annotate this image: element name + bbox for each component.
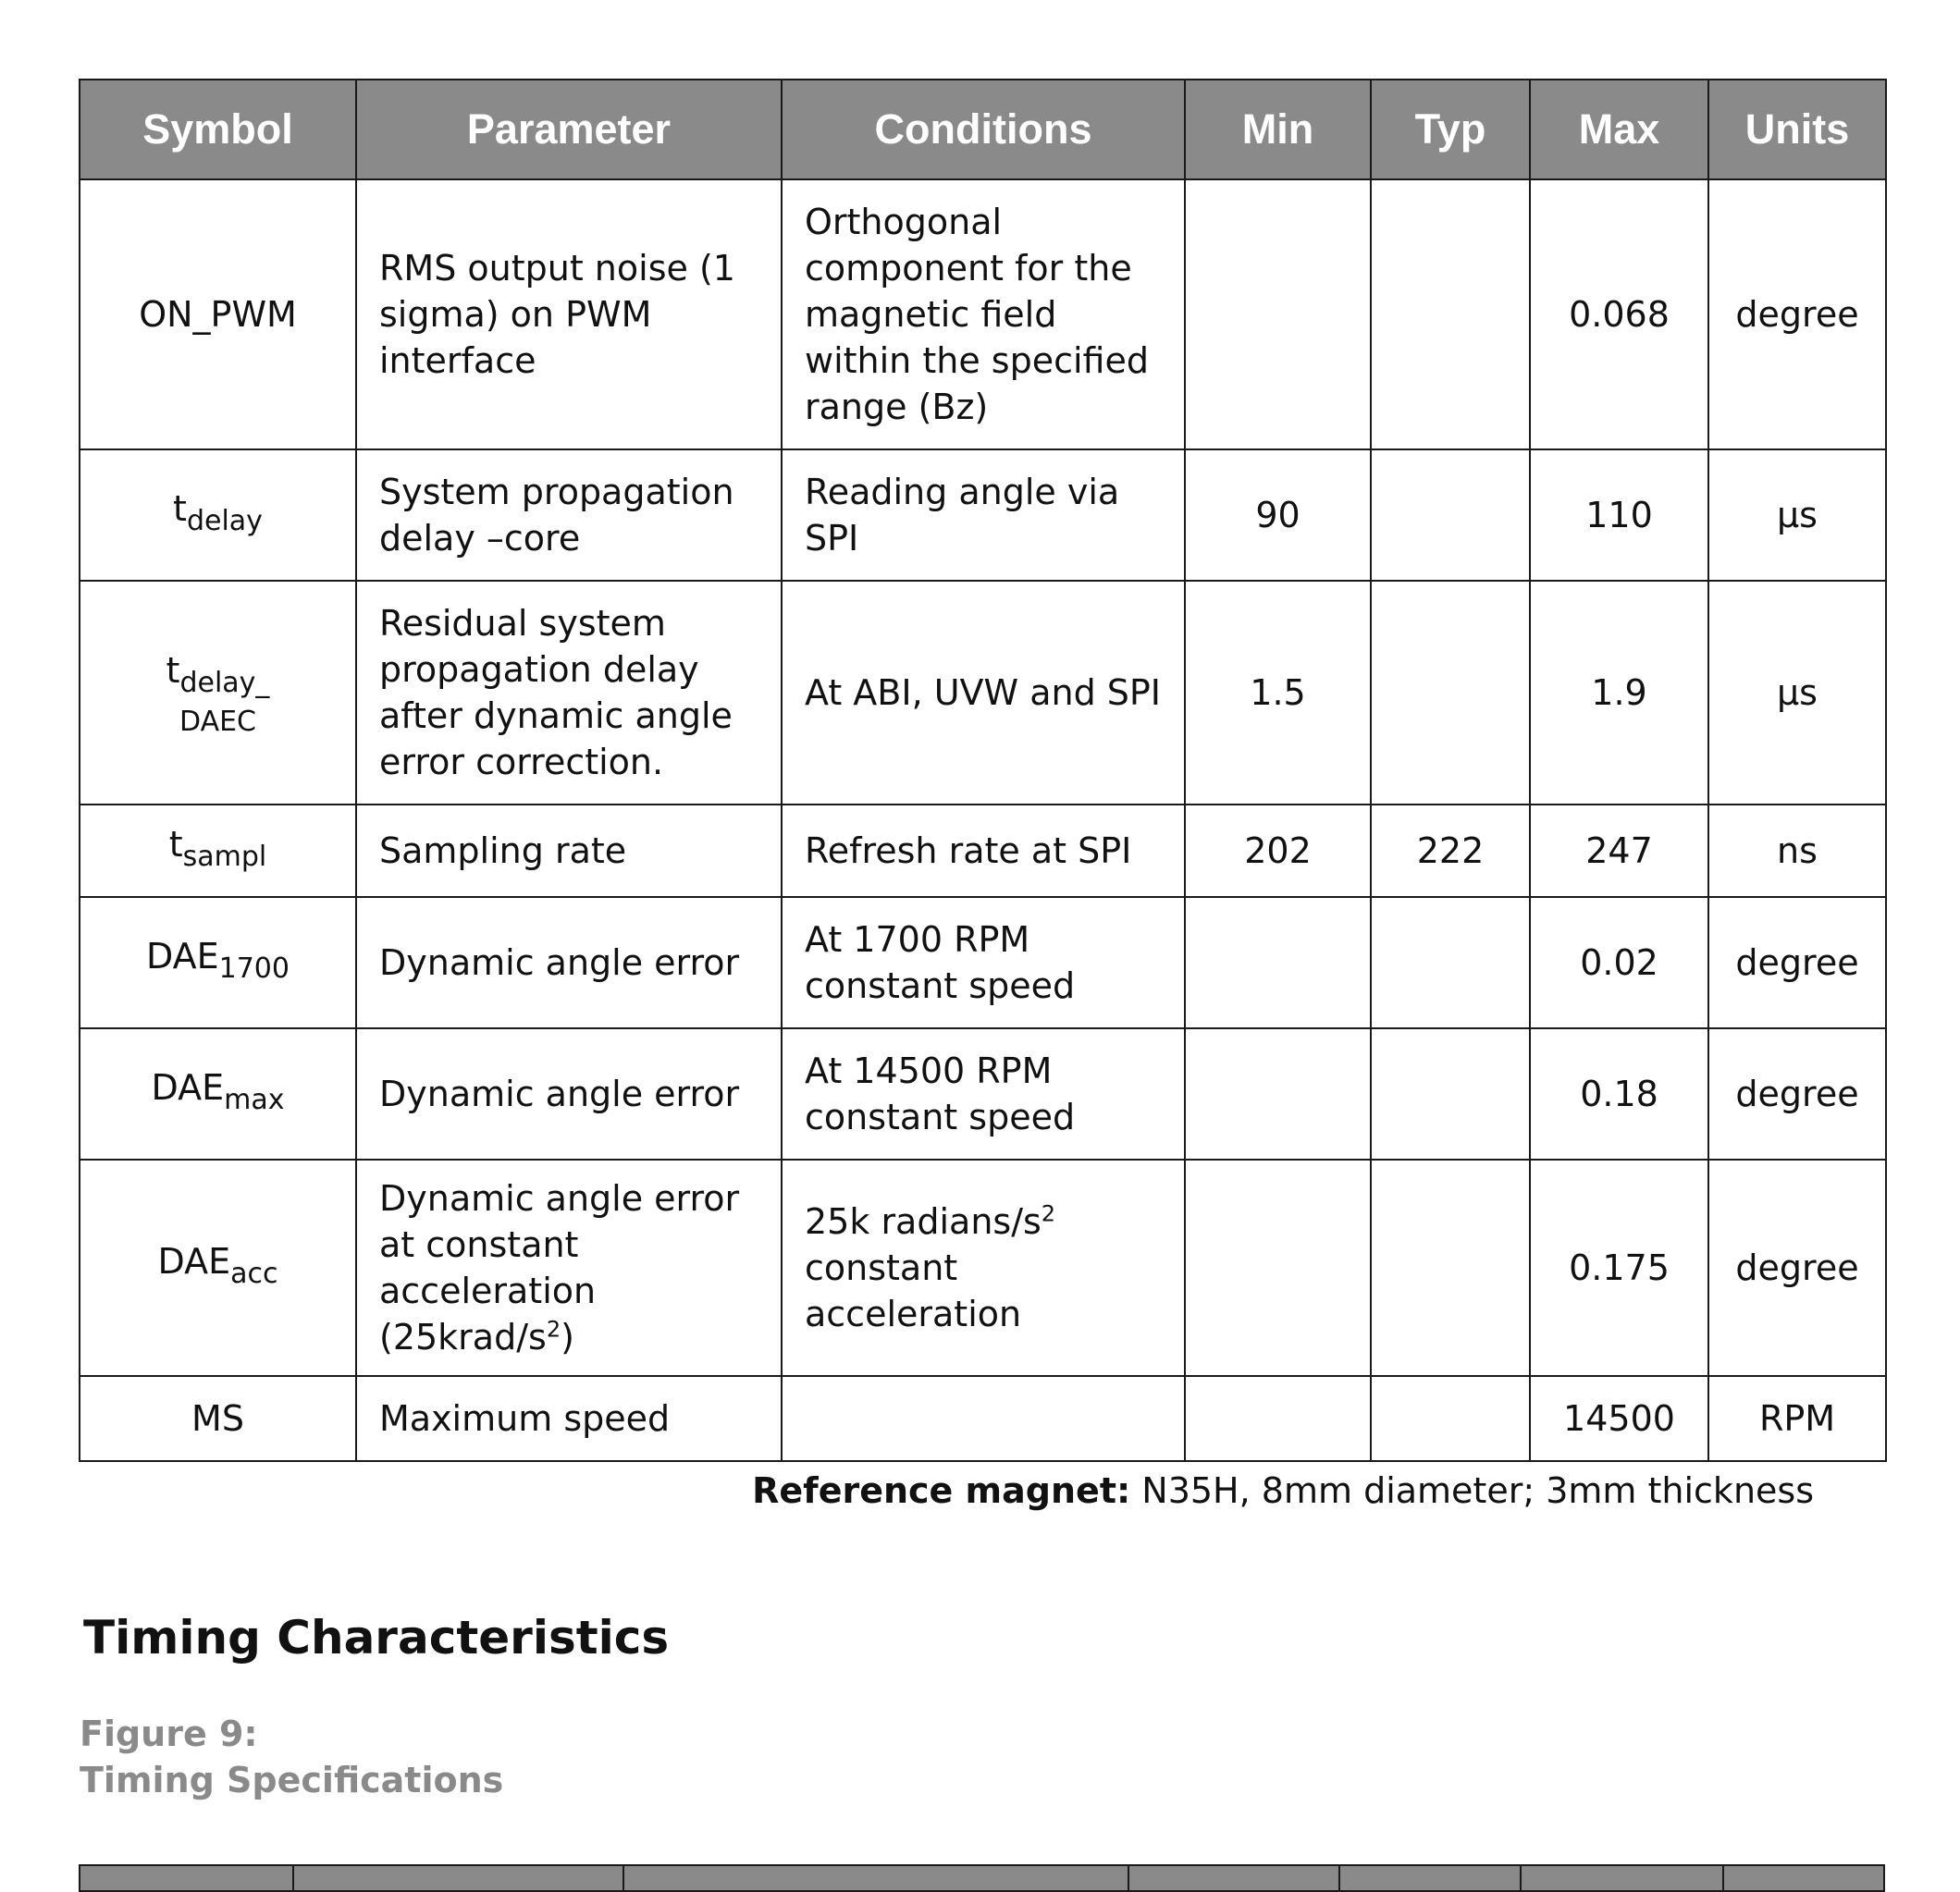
section-heading: Timing Characteristics — [83, 1611, 670, 1665]
table-row — [80, 1160, 1886, 1376]
cell-symbol: $DAE_{1700}$ — [80, 897, 356, 1028]
cell-symbol: $t_{sampl}$ — [80, 805, 356, 897]
table-row — [80, 1028, 1886, 1160]
cell-min: 202 — [1185, 805, 1371, 897]
cell-max: 0.18 — [1530, 1028, 1708, 1160]
company-logo — [1646, 0, 1923, 9]
cell-max: 0.175 — [1530, 1160, 1708, 1376]
cell-typ — [1371, 179, 1530, 449]
reference-magnet-text: N35H, 8mm diameter; 3mm thickness — [1130, 1470, 1814, 1511]
cell-parameter: Dynamic angle error — [356, 1028, 782, 1160]
cell-typ — [1371, 449, 1530, 581]
cell-parameter: Sampling rate — [356, 805, 782, 897]
cell-min: 1.5 — [1185, 581, 1371, 805]
cell-symbol: MS — [80, 1376, 356, 1461]
cell-units: degree — [1708, 1028, 1886, 1160]
cell-symbol: $DAE_{max}$ — [80, 1028, 356, 1160]
cell-conditions: Reading angle via SPI — [782, 449, 1185, 581]
cell-parameter: Maximum speed — [356, 1376, 782, 1461]
cell-max: 14500 — [1530, 1376, 1708, 1461]
timing-table-column — [294, 1866, 624, 1890]
cell-min — [1185, 1376, 1371, 1461]
table-row — [80, 1376, 1886, 1461]
table-row — [80, 449, 1886, 581]
cell-min — [1185, 179, 1371, 449]
cell-units: degree — [1708, 1160, 1886, 1376]
cell-units: RPM — [1708, 1376, 1886, 1461]
column-header-symbol: Symbol — [80, 80, 356, 179]
reference-magnet-note — [752, 1470, 1814, 1511]
cell-max: 0.02 — [1530, 897, 1708, 1028]
cell-units: µs — [1708, 449, 1886, 581]
timing-table-header-partial — [79, 1864, 1885, 1892]
cell-typ: 222 — [1371, 805, 1530, 897]
cell-max: 247 — [1530, 805, 1708, 897]
timing-table-column — [80, 1866, 294, 1890]
cell-conditions: Orthogonal component for the magnetic field within the specified range (Bz) — [782, 179, 1185, 449]
figure-title: Timing Specifications — [80, 1760, 504, 1800]
cell-min — [1185, 1028, 1371, 1160]
cell-max: 110 — [1530, 449, 1708, 581]
timing-table-column — [1522, 1866, 1724, 1890]
cell-parameter: RMS output noise (1 sigma) on PWM interface — [356, 179, 782, 449]
cell-units: ns — [1708, 805, 1886, 897]
table-row — [80, 179, 1886, 449]
timing-table-column — [624, 1866, 1129, 1890]
cell-conditions: Refresh rate at SPI — [782, 805, 1185, 897]
cell-conditions: At 1700 RPM constant speed — [782, 897, 1185, 1028]
cell-parameter: Dynamic angle error — [356, 897, 782, 1028]
table-row — [80, 897, 1886, 1028]
cell-min — [1185, 897, 1371, 1028]
timing-table-column — [1340, 1866, 1522, 1890]
cell-conditions: 25k radians/$s^2$ constant acceleration — [782, 1160, 1185, 1376]
timing-table-column — [1129, 1866, 1340, 1890]
table-row — [80, 581, 1886, 805]
cell-parameter: System propagation delay –core — [356, 449, 782, 581]
electrical-characteristics-table — [79, 79, 1887, 1462]
table-header-row — [80, 80, 1886, 179]
cell-max: 1.9 — [1530, 581, 1708, 805]
column-header-conditions: Conditions — [782, 80, 1185, 179]
cell-conditions: At 14500 RPM constant speed — [782, 1028, 1185, 1160]
figure-number: Figure 9: — [80, 1714, 258, 1754]
cell-symbol: ON_PWM — [80, 179, 356, 449]
cell-parameter: Residual system propagation delay after dynamic angle error correction. — [356, 581, 782, 805]
cell-min — [1185, 1160, 1371, 1376]
cell-conditions: At ABI, UVW and SPI — [782, 581, 1185, 805]
cell-typ — [1371, 1028, 1530, 1160]
column-header-max: Max — [1530, 80, 1708, 179]
cell-units: degree — [1708, 179, 1886, 449]
reference-magnet-label: Reference magnet: — [752, 1470, 1131, 1511]
cell-symbol: $DAE_{acc}$ — [80, 1160, 356, 1376]
cell-max: 0.068 — [1530, 179, 1708, 449]
cell-typ — [1371, 1160, 1530, 1376]
column-header-units: Units — [1708, 80, 1886, 179]
cell-parameter: Dynamic angle error at constant acceleration $(25krad/s^2)$ — [356, 1160, 782, 1376]
cell-units: µs — [1708, 581, 1886, 805]
column-header-parameter: Parameter — [356, 80, 782, 179]
column-header-typ: Typ — [1371, 80, 1530, 179]
cell-symbol: $t_{delay}$ — [80, 449, 356, 581]
cell-conditions — [782, 1376, 1185, 1461]
cell-typ — [1371, 1376, 1530, 1461]
cell-typ — [1371, 581, 1530, 805]
column-header-min: Min — [1185, 80, 1371, 179]
cell-min: 90 — [1185, 449, 1371, 581]
cell-units: degree — [1708, 897, 1886, 1028]
cell-symbol: $t_{delay\_}$ DAEC — [80, 581, 356, 805]
figure-caption — [80, 1711, 503, 1803]
cell-typ — [1371, 897, 1530, 1028]
table-row — [80, 805, 1886, 897]
